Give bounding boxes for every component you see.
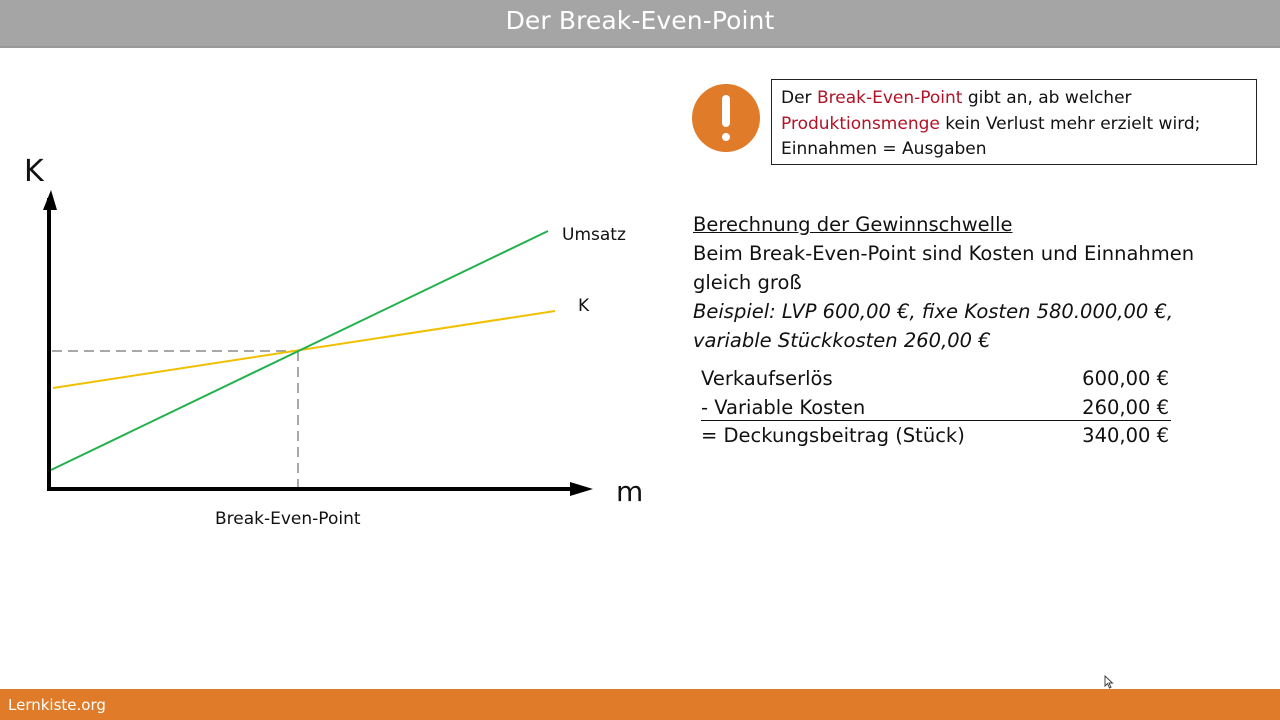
definition-line-1: Der Break-Even-Point gibt an, ab welcher [781,88,1132,108]
row-label: Verkaufserlös [701,367,833,390]
row-value: 600,00 € [1082,367,1169,390]
break-even-diagram [0,140,660,540]
x-axis-arrow-icon [570,482,593,496]
calculation-heading: Berechnung der Gewinnschwelle [693,213,1013,236]
definition-line-2: Produktionsmenge kein Verlust mehr erzielt wird; [781,113,1201,134]
calculation-section [693,210,1253,355]
table-row [701,364,1171,393]
example-line-1: Beispiel: LVP 600,00 €, fixe Kosten 580.000,00 €, [693,300,1174,323]
bep-label: Break-Even-Point [215,509,361,529]
row-value: 260,00 € [1082,396,1169,419]
table-row [701,393,1171,421]
page-title: Der Break-Even-Point [505,6,775,35]
definition-term-production: Produktionsmenge [781,113,940,134]
footer-brand: Lernkiste.org [8,696,106,714]
y-axis-arrow-icon [43,190,57,210]
contribution-margin-table [701,364,1171,450]
cost-line [53,311,555,388]
calculation-text-line-2: gleich groß [693,271,802,294]
mouse-cursor-icon [1104,675,1114,689]
definition-box [771,79,1257,165]
footer-bar [0,689,1280,720]
exclamation-icon [692,84,760,152]
x-axis-label: m [616,475,644,508]
title-bar [0,0,1280,48]
row-label: - Variable Kosten [701,396,866,419]
definition-term-bep: Break-Even-Point [816,88,963,108]
y-axis-label: K [24,154,44,189]
row-value: 340,00 € [1082,424,1169,447]
row-label: = Deckungsbeitrag (Stück) [701,424,965,447]
calculation-text-line-1: Beim Break-Even-Point sind Kosten und Einnahmen [693,242,1195,265]
definition-line-3: Einnahmen = Ausgaben [781,139,987,159]
example-line-2: variable Stückkosten 260,00 € [693,329,991,352]
revenue-line-label: Umsatz [562,225,626,245]
table-row [701,421,1171,450]
cost-line-label: K [578,296,590,316]
